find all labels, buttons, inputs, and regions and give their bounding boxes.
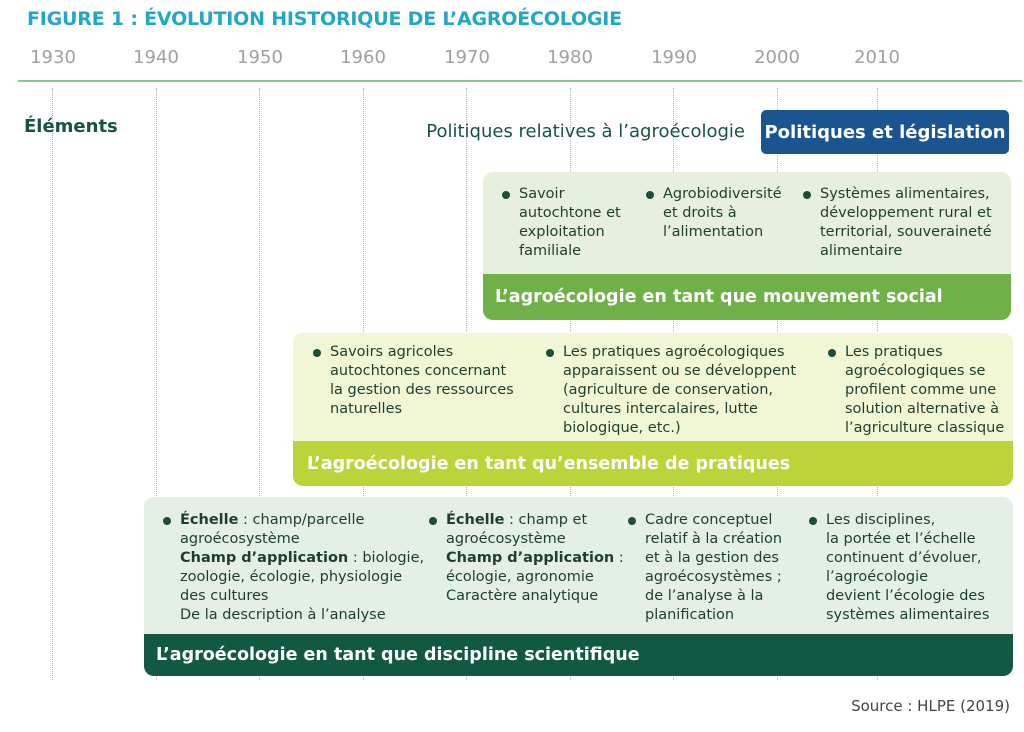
bullet-dot-icon — [803, 191, 811, 199]
field-value: : biologie, — [348, 550, 425, 566]
bullet-line: agroécosystèmes ; — [645, 569, 782, 585]
field-label: Champ d’application — [180, 550, 349, 566]
bullet-line: Agrobiodiversité — [663, 186, 782, 202]
bullet-line: continuent d’évoluer, — [826, 550, 982, 566]
year-label-1960: 1960 — [340, 47, 386, 68]
field-label: Champ d’application — [446, 550, 615, 566]
bullet-line — [180, 511, 424, 530]
year-label-1940: 1940 — [133, 47, 179, 68]
science-bullet-1 — [180, 511, 424, 625]
band-practices — [293, 333, 1013, 486]
bullet-line: de l’analyse à la — [645, 588, 764, 604]
field-value: : — [614, 550, 624, 566]
science-bullet-2 — [446, 511, 624, 606]
bullet-dot-icon — [546, 349, 554, 357]
bullet-line: devient l’écologie des — [826, 588, 985, 604]
year-label-1970: 1970 — [444, 47, 490, 68]
bullet-dot-icon — [646, 191, 654, 199]
bullet-line: planification — [645, 607, 735, 623]
bullet-line: naturelles — [330, 401, 403, 417]
bullet-line: des cultures — [180, 588, 269, 604]
bullet-line: la portée et l’échelle — [826, 531, 976, 547]
bullet-line: Savoir — [519, 186, 565, 202]
year-label-1980: 1980 — [547, 47, 593, 68]
bullet-dot-icon — [429, 517, 437, 525]
source-citation: Source : HLPE (2019) — [851, 697, 1010, 715]
band-title-practices: L’agroécologie en tant qu’ensemble de pratiques — [293, 441, 1013, 486]
bullet-line: solution alternative à — [845, 401, 1000, 417]
scale-label: Échelle — [446, 512, 505, 528]
band-title-scientific-discipline: L’agroécologie en tant que discipline scientifique — [144, 634, 1013, 676]
bullet-line: Cadre conceptuel — [645, 512, 773, 528]
bullet-line: biologique, etc.) — [563, 420, 681, 436]
bullet-line: profilent comme une — [845, 382, 997, 398]
bullet-line: familiale — [519, 243, 582, 259]
bullet-dot-icon — [809, 517, 817, 525]
bullet-line: Les pratiques agroécologiques — [563, 344, 785, 360]
bullet-line: Les disciplines, — [826, 512, 936, 528]
elements-label: Éléments — [24, 116, 118, 137]
bullet-dot-icon — [502, 191, 510, 199]
bullet-line: relatif à la création — [645, 531, 783, 547]
bullet-dot-icon — [828, 349, 836, 357]
bullet-line: De la description à l’analyse — [180, 607, 386, 623]
bullet-line — [180, 549, 424, 568]
scale-label: Échelle — [180, 512, 239, 528]
scale-value: : champ/parcelle — [238, 512, 365, 528]
figure-title: FIGURE 1 : ÉVOLUTION HISTORIQUE DE L’AGROÉCOLOGIE — [27, 8, 622, 30]
social-bullet-3 — [820, 185, 992, 261]
bullet-line: écologie, agronomie — [446, 569, 594, 585]
practices-bullet-2 — [563, 343, 796, 438]
policies-text: Politiques relatives à l’agroécologie — [426, 121, 745, 142]
bullet-line: Savoirs agricoles — [330, 344, 454, 360]
bullet-line: exploitation — [519, 224, 605, 240]
bullet-line: autochtones concernant — [330, 363, 507, 379]
social-bullet-2 — [663, 185, 782, 242]
bullet-line: l’alimentation — [663, 224, 764, 240]
bullet-line: développement rural et — [820, 205, 992, 221]
bullet-line — [446, 549, 624, 568]
bullet-line: apparaissent ou se développent — [563, 363, 797, 379]
bullet-line: Caractère analytique — [446, 588, 599, 604]
year-label-1990: 1990 — [651, 47, 697, 68]
science-bullet-3 — [645, 511, 782, 625]
bullet-line: zoologie, écologie, physiologie — [180, 569, 403, 585]
band-scientific-discipline — [144, 497, 1013, 676]
bullet-line: alimentaire — [820, 243, 903, 259]
year-label-2000: 2000 — [754, 47, 800, 68]
bullet-line: autochtone et — [519, 205, 621, 221]
year-label-2010: 2010 — [854, 47, 900, 68]
scale-value: : champ et — [504, 512, 588, 528]
bullet-line: agroécologiques se — [845, 363, 986, 379]
bullet-line: agroécosystème — [180, 531, 300, 547]
bullet-line: territorial, souveraineté — [820, 224, 992, 240]
practices-bullet-3 — [845, 343, 1004, 438]
bullet-line: cultures intercalaires, lutte — [563, 401, 758, 417]
bullet-line: la gestion des ressources — [330, 382, 514, 398]
science-bullet-4 — [826, 511, 989, 625]
band-title-social-movement: L’agroécologie en tant que mouvement social — [483, 274, 1011, 320]
bullet-dot-icon — [163, 517, 171, 525]
bullet-line — [446, 511, 624, 530]
bullet-line: systèmes alimentaires — [826, 607, 990, 623]
year-label-1950: 1950 — [237, 47, 283, 68]
timeline-axis — [18, 80, 1022, 82]
gridline-1930 — [52, 88, 53, 680]
bullet-dot-icon — [628, 517, 636, 525]
bullet-line: Systèmes alimentaires, — [820, 186, 990, 202]
practices-bullet-1 — [330, 343, 514, 419]
bullet-line: (agriculture de conservation, — [563, 382, 774, 398]
policies-legislation-box: Politiques et législation — [761, 110, 1009, 154]
bullet-line: Les pratiques — [845, 344, 943, 360]
bullet-line: agroécosystème — [446, 531, 566, 547]
year-label-1930: 1930 — [30, 47, 76, 68]
bullet-line: l’agriculture classique — [845, 420, 1005, 436]
bullet-line: et à la gestion des — [645, 550, 779, 566]
bullet-line: et droits à — [663, 205, 737, 221]
bullet-line: l’agroécologie — [826, 569, 929, 585]
bullet-dot-icon — [313, 349, 321, 357]
social-bullet-1 — [519, 185, 621, 261]
band-social-movement — [483, 172, 1011, 320]
